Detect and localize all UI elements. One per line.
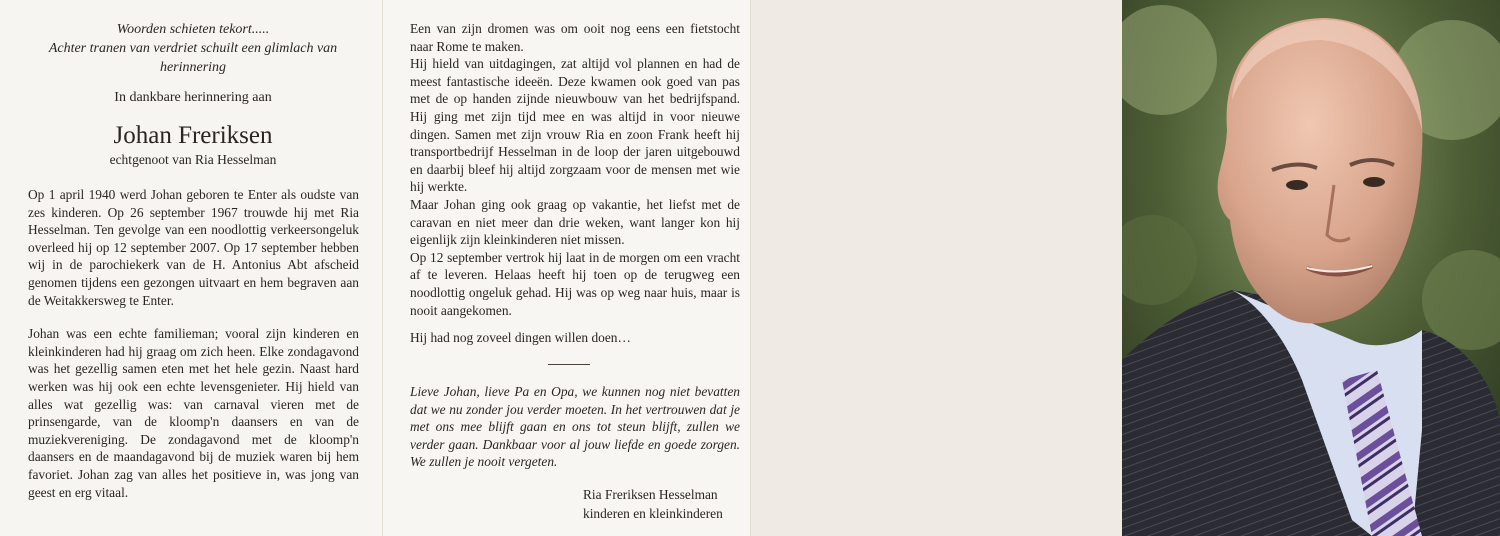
divider [548,364,590,365]
motto-line: herinnering [159,60,227,75]
blank-panel [750,0,1122,536]
motto [28,20,358,77]
paragraph: Een van zijn dromen was om ooit nog eens een fietstocht naar Rome te maken. [410,21,740,54]
paragraph: Maar Johan ging ook graag op vakantie, het liefst met de caravan en niet meer dan drie weken, want langer kon hij eigenlijk zijn kleinkinderen niet missen. [410,196,740,248]
signer-line: kinderen en kleinkinderen [583,506,723,521]
spouse-line: echtgenoot van Ria Hesselman [109,152,277,167]
portrait-photo [1122,0,1500,536]
signer-line: Ria Freriksen Hesselman [583,487,718,502]
paragraph: Johan was een echte familieman; vooral zijn kinderen en kleinkinderen had hij graag om zich heen. Elke zondagavond was het gezellig samen eten met het hele gezin. Naast hard werken was hij ook een echte levensgenieter. Hij hield van alles wat gezellig was: van carnaval vieren met de prinsengarde, van de kloomp'n daansers en van de muziekvereniging. De zondagavond met de kloomp'n daansers en de maandagavond bij de muziek waren bij hem favoriet. Johan zag van alles het positieve in, was jong van geest en erg vitaal. [28,326,359,500]
signature-block [583,485,753,523]
motto-line: Achter tranen van verdriet schuilt een glimlach van [48,41,338,56]
motto-line: Woorden schieten tekort..... [116,22,270,37]
photo-panel [1122,0,1500,536]
biography-left [28,186,359,517]
deceased-name: Johan Freriksen [113,122,273,149]
intro-text: In dankbare herinnering aan [114,90,272,105]
paragraph: Op 12 september vertrok hij laat in de morgen om een vracht af te leveren. Helaas heeft hij toen op de terugweg een noodlottig ongeluk gehad. Hij was op weg naar huis, maar is nooit aangekomen. [410,249,740,318]
paragraph: Hij hield van uitdagingen, zat altijd vol plannen en had de meest fantastische ideeën. Deze kwamen ook goed van pas met de op handen zijnde nieuwbouw van het bedrijfspand. Hij ging met zijn tijd mee en was altijd in voor nieuwe dingen. Samen met zijn vrouw Ria en zoon Frank heeft hij transportbedrijf Hesselman in de loop der jaren uitgebouwd en daarbij bleef hij altijd zorgzaam voor de mensen met wie hij werkte. [410,56,740,195]
closing-line: Hij had nog zoveel dingen willen doen… [410,330,631,345]
paragraph: Op 1 april 1940 werd Johan geboren te Enter als oudste van zes kinderen. Op 26 september 1967 trouwde hij met Ria Hesselman. Ten gevolge van een noodlottig verkeersongeluk overleed hij op 12 september 2007. Op 17 september hebben wij in de parochiekerk van de H. Antonius Abt afscheid genomen tijdens een gezongen uitvaart en hem begraven aan de Weitakkersweg te Enter. [28,187,359,308]
biography-right [410,20,740,319]
farewell-text: Lieve Johan, lieve Pa en Opa, we kunnen nog niet bevatten dat we nu zonder jou verder moeten. In het vertrouwen dat je met ons mee blijft gaan en ons tot steun blijft, zullen we verder gaan. Dankbaar voor al jouw liefde en goede zorgen. We zullen je nooit vergeten. [410,384,740,470]
